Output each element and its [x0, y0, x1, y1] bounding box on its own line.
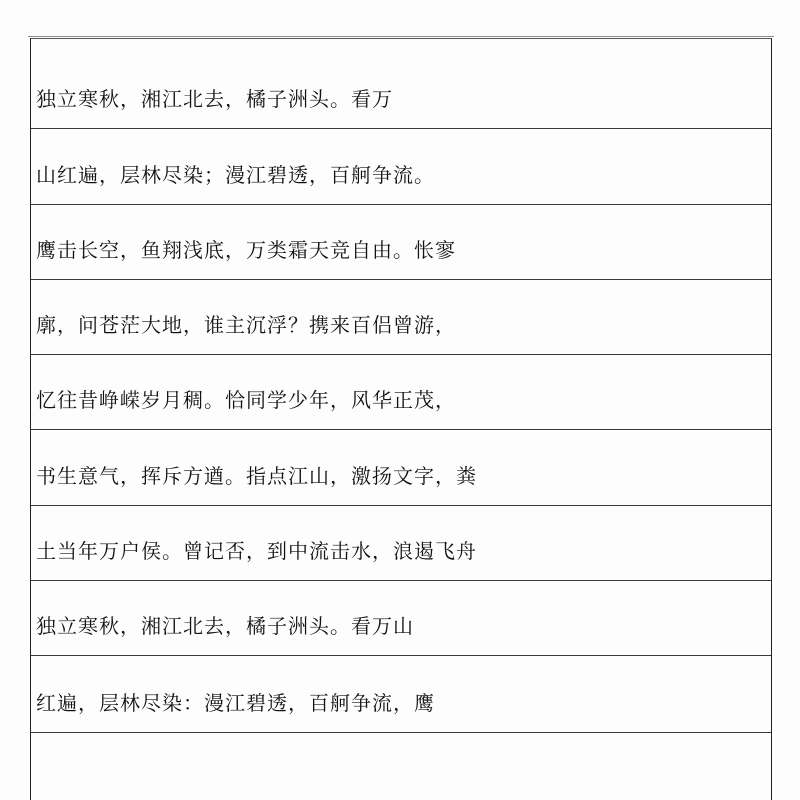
handwritten-line-7: 土当年万户侯。曾记否，到中流击水，浪遏飞舟	[36, 539, 477, 563]
handwritten-line-4: 廓，问苍茫大地，谁主沉浮？携来百侣曾游，	[36, 313, 456, 337]
ruled-line	[31, 655, 771, 656]
handwritten-line-6: 书生意气，挥斥方遒。指点江山，激扬文字，粪	[36, 464, 477, 488]
handwritten-line-3: 鹰击长空，鱼翔浅底，万类霜天竞自由。怅寥	[36, 238, 456, 262]
ruled-line	[31, 732, 771, 733]
ruled-line	[31, 128, 771, 129]
ruled-line	[31, 429, 771, 430]
ruled-line	[31, 204, 771, 205]
ruled-line	[31, 279, 771, 280]
top-border-line	[28, 36, 774, 37]
ruled-line	[31, 580, 771, 581]
handwritten-line-9: 红遍，层林尽染：漫江碧透，百舸争流，鹰	[36, 691, 435, 715]
handwritten-line-2: 山红遍，层林尽染；漫江碧透，百舸争流。	[36, 163, 435, 187]
handwritten-line-8: 独立寒秋，湘江北去，橘子洲头。看万山	[36, 614, 414, 638]
handwritten-line-1: 独立寒秋，湘江北去，橘子洲头。看万	[36, 87, 393, 111]
handwritten-line-5: 忆往昔峥嵘岁月稠。恰同学少年，风华正茂，	[36, 388, 456, 412]
ruled-line	[31, 505, 771, 506]
ruled-line	[31, 354, 771, 355]
